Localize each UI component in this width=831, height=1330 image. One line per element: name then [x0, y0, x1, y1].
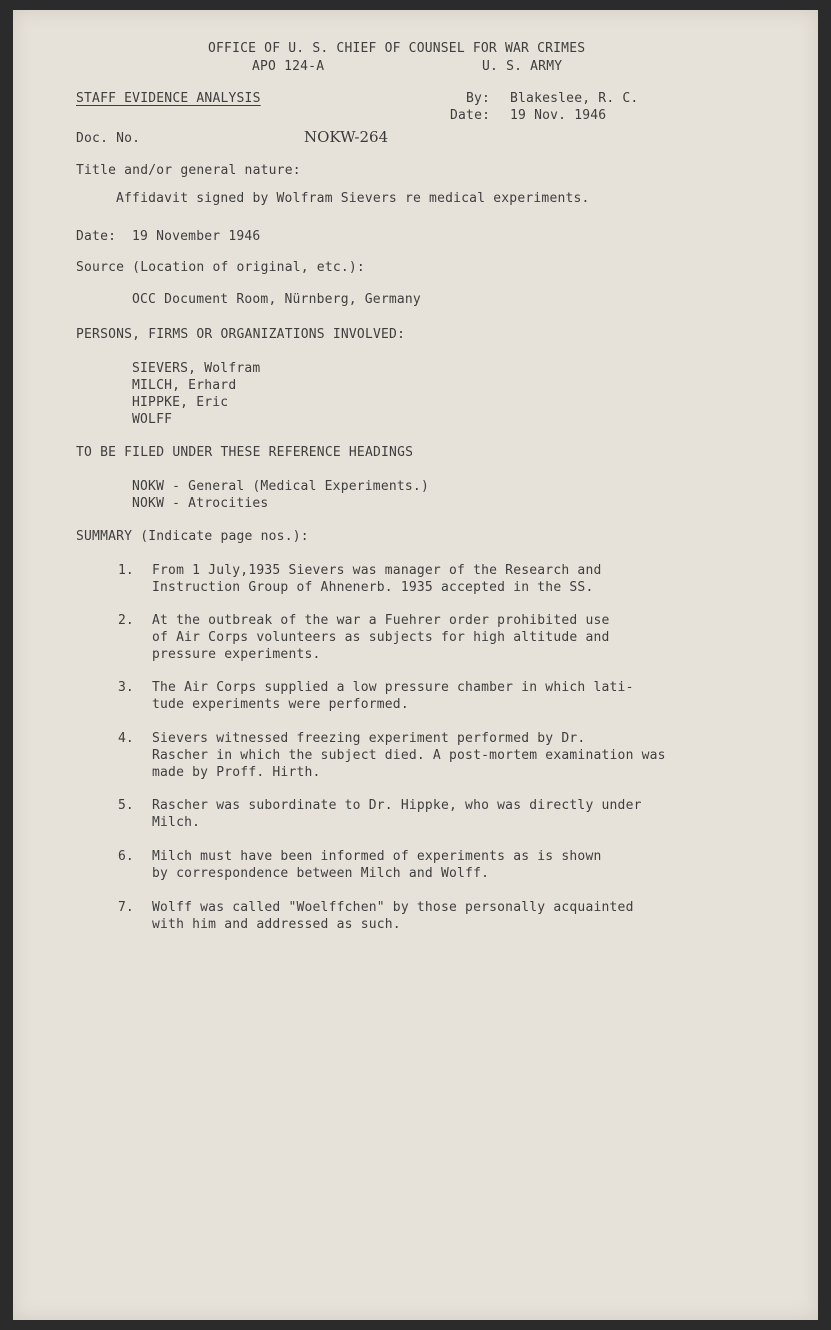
source-value: OCC Document Room, Nürnberg, Germany [132, 292, 421, 307]
person-item: MILCH, Erhard [132, 378, 237, 393]
summary-line: Milch. [152, 815, 201, 830]
summary-line: The Air Corps supplied a low pressure chamber in which lati- [152, 680, 634, 695]
by-value: Blakeslee, R. C. [510, 91, 639, 106]
summary-line: From 1 July,1935 Sievers was manager of the Research and [152, 563, 602, 578]
date-label: Date: [450, 108, 491, 123]
summary-number: 3. [118, 680, 134, 695]
title-label: Title and/or general nature: [76, 163, 301, 178]
doc-no-value: NOKW-264 [304, 128, 389, 146]
source-label: Source (Location of original, etc.): [76, 260, 365, 275]
summary-line: by correspondence between Milch and Wolff. [152, 866, 490, 881]
person-item: SIEVERS, Wolfram [132, 361, 261, 376]
persons-label: PERSONS, FIRMS OR ORGANIZATIONS INVOLVED: [76, 327, 406, 342]
summary-number: 1. [118, 563, 134, 578]
title-value: Affidavit signed by Wolfram Sievers re medical experiments. [116, 191, 590, 206]
headings-label: TO BE FILED UNDER THESE REFERENCE HEADINGS [76, 445, 414, 460]
summary-number: 6. [118, 849, 134, 864]
summary-number: 5. [118, 798, 134, 813]
summary-line: with him and addressed as such. [152, 917, 401, 932]
summary-line: tude experiments were performed. [152, 697, 409, 712]
heading-item: NOKW - General (Medical Experiments.) [132, 479, 429, 494]
by-label: By: [466, 91, 491, 106]
summary-line: Instruction Group of Ahnenerb. 1935 accepted in the SS. [152, 580, 594, 595]
summary-line: made by Proff. Hirth. [152, 765, 321, 780]
analysis-title: STAFF EVIDENCE ANALYSIS [76, 91, 261, 106]
summary-number: 4. [118, 731, 134, 746]
office-heading: OFFICE OF U. S. CHIEF OF COUNSEL FOR WAR CRIMES [208, 41, 586, 56]
heading-item: NOKW - Atrocities [132, 496, 269, 511]
summary-line: Rascher was subordinate to Dr. Hippke, who was directly under [152, 798, 642, 813]
summary-line: Milch must have been informed of experiments as is shown [152, 849, 602, 864]
summary-line: pressure experiments. [152, 647, 321, 662]
army-label: U. S. ARMY [482, 59, 563, 74]
summary-line: Wolff was called "Woelffchen" by those personally acquainted [152, 900, 634, 915]
person-item: WOLFF [132, 412, 173, 427]
summary-label: SUMMARY (Indicate page nos.): [76, 529, 309, 544]
summary-line: Rascher in which the subject died. A post-mortem examination was [152, 748, 666, 763]
summary-line: At the outbreak of the war a Fuehrer order prohibited use [152, 613, 610, 628]
doc-date-value: 19 November 1946 [132, 229, 261, 244]
doc-no-label: Doc. No. [76, 131, 141, 146]
summary-line: of Air Corps volunteers as subjects for high altitude and [152, 630, 610, 645]
summary-line: Sievers witnessed freezing experiment performed by Dr. [152, 731, 586, 746]
person-item: HIPPKE, Eric [132, 395, 229, 410]
doc-date-label: Date: [76, 229, 117, 244]
summary-number: 7. [118, 900, 134, 915]
apo-number: APO 124-A [252, 59, 325, 74]
date-value: 19 Nov. 1946 [510, 108, 607, 123]
summary-number: 2. [118, 613, 134, 628]
